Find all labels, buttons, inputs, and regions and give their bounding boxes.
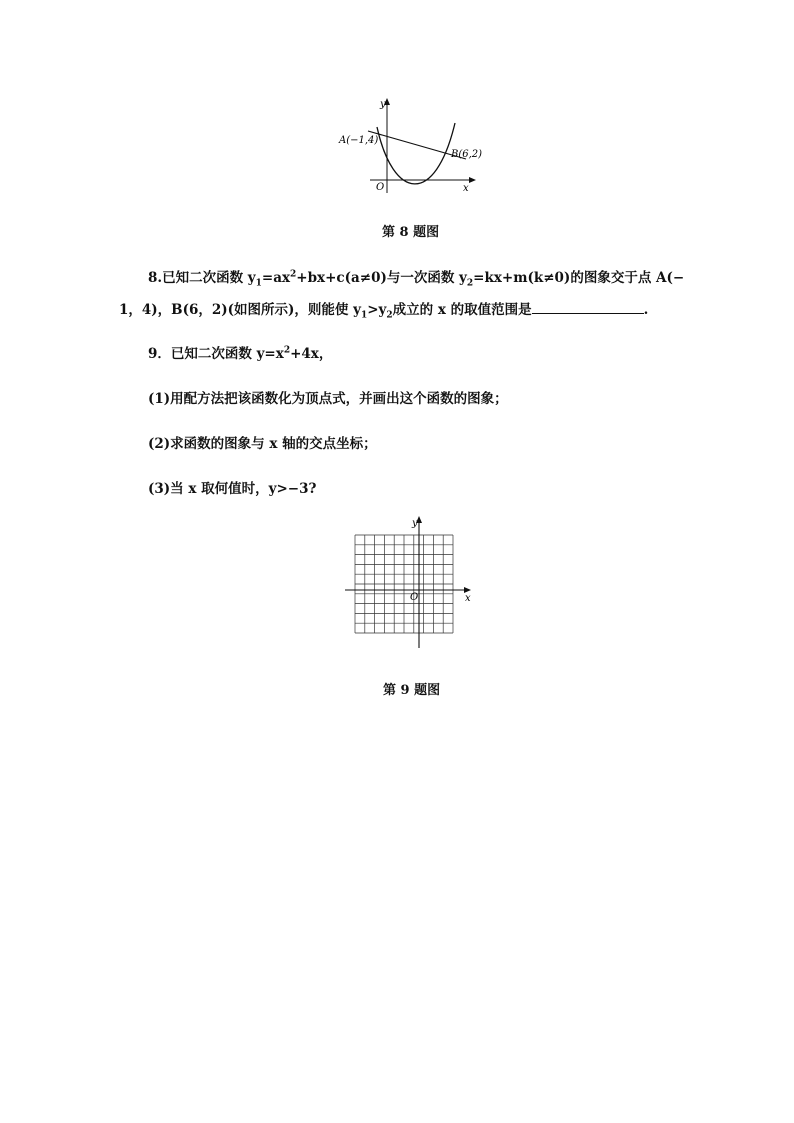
fig9-origin-label: O <box>410 592 419 603</box>
q8-number: 8 <box>148 270 158 286</box>
figure-9-caption: 第 9 题图 <box>383 683 441 698</box>
question-9-part-3: (3)当 x 取何值时，y>−3? <box>148 481 317 497</box>
question-8-line1: 8.已知二次函数 $y_1=ax^2+bx+c(a\ne 0)$与一次函数 $y_2=kx+m(k\ne 0)$的图象交于点 A(− <box>148 269 685 289</box>
fig8-origin-label: O <box>376 182 385 193</box>
x-axis-arrow <box>469 177 476 183</box>
parabola <box>377 123 455 184</box>
point-b-label: B(6,2) <box>451 149 483 160</box>
question-9-part-2: (2)求函数的图象与 x 轴的交点坐标； <box>148 436 377 452</box>
fig9-y-label: y <box>412 518 418 529</box>
fig8-x-label: x <box>463 183 469 194</box>
figure-9-grid <box>340 515 475 650</box>
fig8-y-label: y <box>380 99 386 110</box>
fig9-x-label: x <box>465 593 471 604</box>
question-8-line2: 1，4)，B(6，2)(如图所示)，则能使 $y_1>y_2$成立的 x 的取值范围是 . <box>119 302 649 321</box>
question-9-stem: 9．已知二次函数 $y=x^2+4x$， <box>148 345 333 362</box>
answer-blank[interactable] <box>532 301 644 314</box>
point-a-label: A(−1,4) <box>339 135 379 146</box>
grid-lines <box>355 535 453 633</box>
figure-8-caption: 第 8 题图 <box>382 225 440 240</box>
question-9-part-1: (1)用配方法把该函数化为顶点式，并画出这个函数的图象； <box>148 391 508 407</box>
figure-8-graph <box>335 95 485 200</box>
